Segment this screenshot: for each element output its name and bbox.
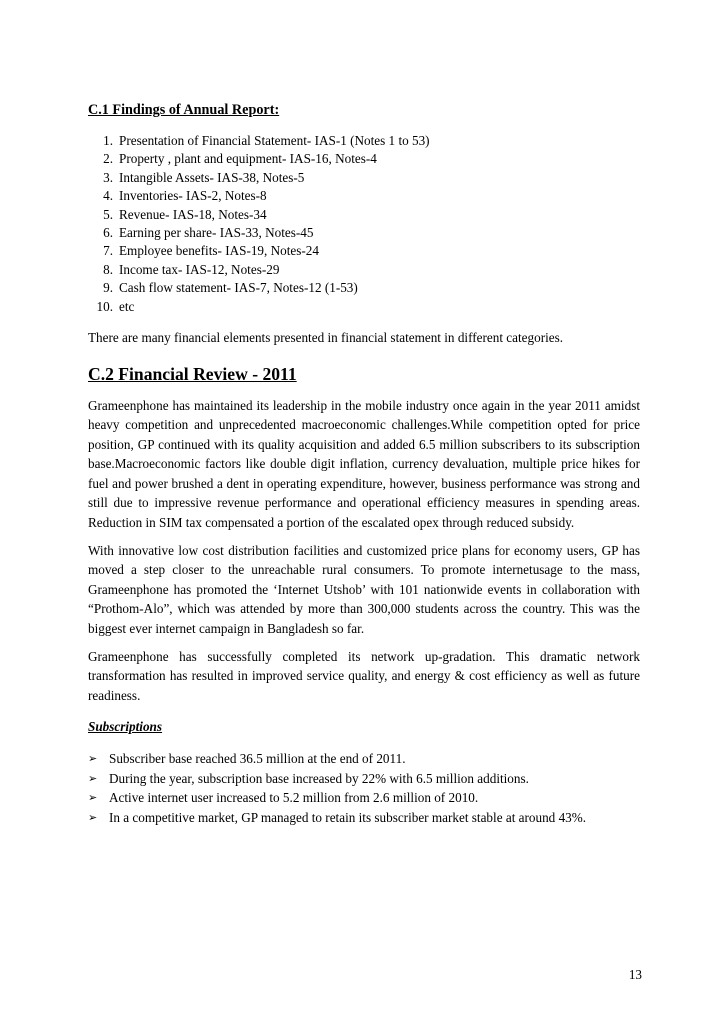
subscriptions-bullet-list	[88, 749, 640, 827]
list-item-number: 3.	[103, 169, 113, 185]
list-item	[88, 242, 640, 260]
list-item-number: 6.	[103, 224, 113, 240]
list-item-number: 9.	[103, 280, 113, 296]
list-item-text: etc	[119, 298, 135, 314]
body-paragraph: Grameenphone has successfully completed its network up-gradation. This dramatic network transformation has resulted in improved service quality, and energy & cost efficiency as well as future readiness.	[88, 648, 640, 703]
arrow-bullet-icon: ➢	[88, 752, 98, 765]
list-item-number: 4.	[103, 188, 113, 204]
list-item-text: Property , plant and equipment- IAS-16, Notes-4	[119, 151, 377, 167]
list-item	[88, 169, 640, 187]
body-paragraph: Grameenphone has maintained its leadership in the mobile industry once again in the year 2011 amidst heavy competition and unprecedented macroeconomic challenges.While competition opted for price position, GP continued with its quality acquisition and added 6.5 million subscribers to its subscription base.Macroeconomic factors like double digit inflation, currency devaluation, multiple price hikes for fuel and power brushed a dent in operating expenditure, however, business performance was strong and still due to impressive revenue performance and operational efficiency measures in spending areas. Reduction in SIM tax compensated a portion of the escalated opex through reduced subsidy.	[88, 397, 640, 531]
bullet-text: Active internet user increased to 5.2 million from 2.6 million of 2010.	[109, 790, 479, 806]
list-item	[88, 769, 640, 789]
arrow-bullet-icon: ➢	[88, 771, 98, 785]
bullet-text: During the year, subscription base increased by 22% with 6.5 million additions.	[109, 770, 529, 786]
list-item	[88, 224, 640, 242]
list-item	[88, 808, 640, 828]
list-item-number: 10.	[96, 298, 113, 314]
list-item-text: Intangible Assets- IAS-38, Notes-5	[119, 169, 305, 185]
bullet-text: In a competitive market, GP managed to retain its subscriber market stable at around 43%.	[109, 809, 587, 825]
list-item-number: 2.	[103, 151, 113, 167]
section-heading-financial-review: C.2 Financial Review - 2011	[88, 363, 297, 384]
list-item-text: Income tax- IAS-12, Notes-29	[119, 261, 280, 277]
list-item	[88, 279, 640, 297]
section-heading-findings: C.1 Findings of Annual Report:	[88, 102, 280, 118]
arrow-bullet-icon: ➢	[88, 791, 98, 805]
list-item-text: Cash flow statement- IAS-7, Notes-12 (1-53)	[119, 280, 358, 296]
list-item-text: Employee benefits- IAS-19, Notes-24	[119, 243, 319, 259]
document-page	[88, 100, 640, 827]
arrow-bullet-icon: ➢	[88, 810, 98, 824]
list-item-number: 8.	[103, 261, 113, 277]
list-item	[88, 132, 640, 150]
list-item-text: Earning per share- IAS-33, Notes-45	[119, 224, 314, 240]
page-number: 13	[628, 967, 642, 982]
list-item	[88, 298, 640, 316]
list-item-number: 7.	[103, 243, 113, 259]
list-item	[88, 788, 640, 808]
list-item	[88, 206, 640, 224]
list-item-text: Revenue- IAS-18, Notes-34	[119, 206, 267, 222]
list-item	[88, 261, 640, 279]
list-item-text: Presentation of Financial Statement- IAS-1 (Notes 1 to 53)	[119, 133, 430, 148]
bullet-text: Subscriber base reached 36.5 million at the end of 2011.	[109, 751, 406, 766]
list-item	[88, 150, 640, 168]
list-item-number: 5.	[103, 206, 113, 222]
summary-paragraph: There are many financial elements presented in financial statement in different categories.	[88, 329, 564, 345]
list-item-number: 1.	[103, 133, 113, 148]
list-item	[88, 749, 640, 769]
list-item	[88, 187, 640, 205]
subsection-heading-subscriptions: Subscriptions	[88, 719, 163, 735]
list-item-text: Inventories- IAS-2, Notes-8	[119, 188, 267, 204]
findings-list	[88, 132, 640, 316]
body-paragraph: With innovative low cost distribution facilities and customized price plans for economy users, GP has moved a step closer to the unreachable rural consumers. To promote internetusage to the mass, Grameenphone has promoted the ‘Internet Utshob’ with 101 nationwide events in collaboration with “Prothom-Alo”, which was attended by more than 300,000 students across the country. This was the biggest ever internet campaign in Bangladesh so far.	[88, 542, 640, 637]
